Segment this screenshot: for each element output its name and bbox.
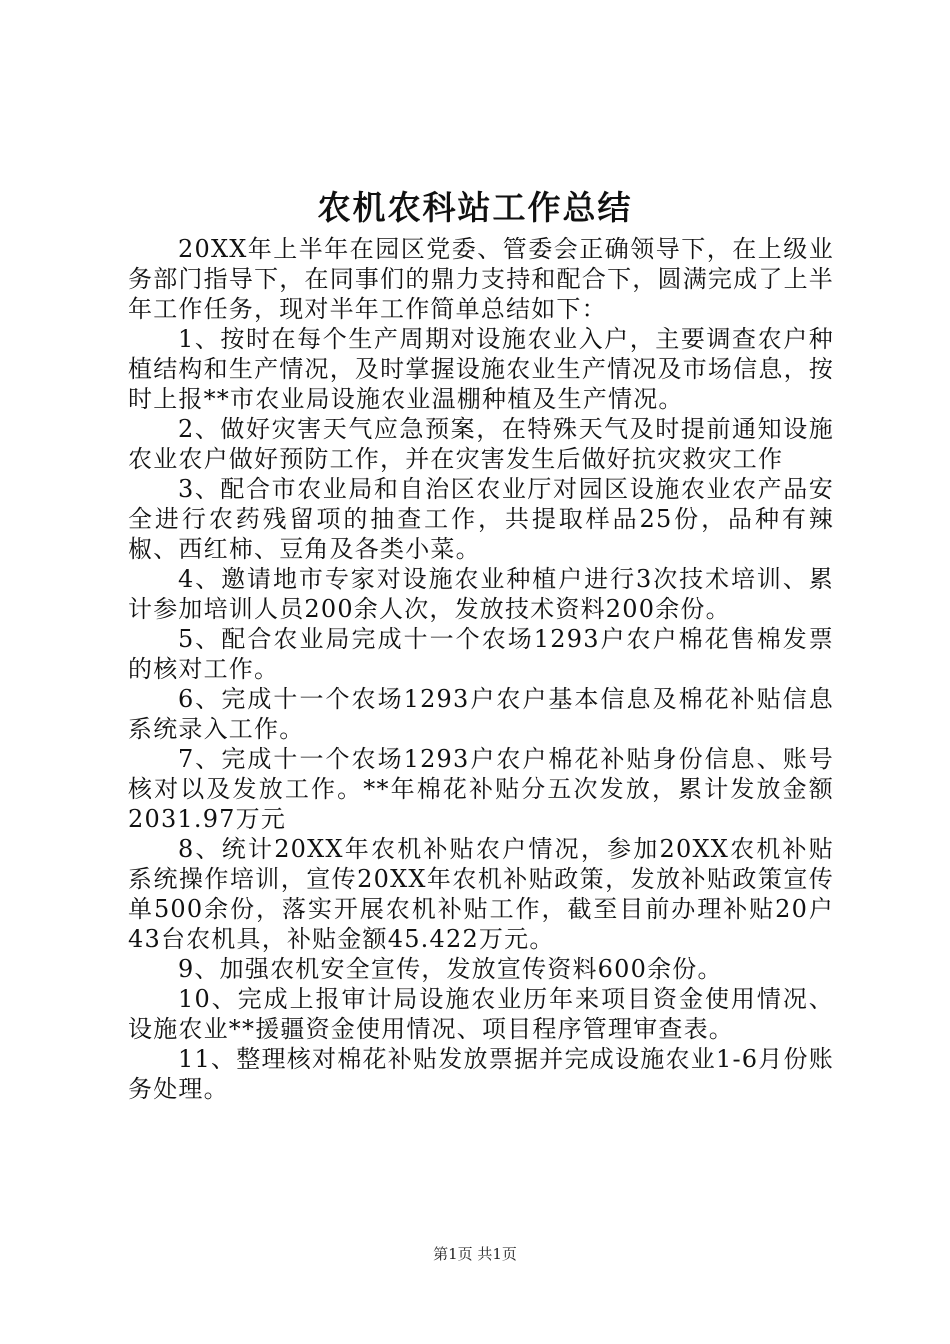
intro-paragraph: 20XX年上半年在园区党委、管委会正确领导下，在上级业务部门指导下，在同事们的鼎力支持和配合下，圆满完成了上半年工作任务，现对半年工作简单总结如下：	[128, 235, 834, 323]
page-footer: 第1页 共1页	[433, 1245, 517, 1263]
item-paragraph-7: 7、完成十一个农场1293户农户棉花补贴身份信息、账号核对以及发放工作。**年棉花补贴分五次发放，累计发放金额2031.97万元	[128, 745, 834, 833]
item-paragraph-5: 5、配合农业局完成十一个农场1293户农户棉花售棉发票的核对工作。	[128, 625, 834, 683]
item-paragraph-11: 11、整理核对棉花补贴发放票据并完成设施农业1-6月份账务处理。	[128, 1045, 834, 1103]
item-paragraph-6: 6、完成十一个农场1293户农户基本信息及棉花补贴信息系统录入工作。	[128, 685, 834, 743]
item-paragraph-8: 8、统计20XX年农机补贴农户情况，参加20XX农机补贴系统操作培训，宣传20XX年农机补贴政策，发放补贴政策宣传单500余份，落实开展农机补贴工作，截至目前办理补贴20户43台农机具，补贴金额45.422万元。	[128, 835, 834, 953]
document-body	[128, 234, 834, 1104]
item-paragraph-9: 9、加强农机安全宣传，发放宣传资料600余份。	[178, 955, 723, 983]
item-paragraph-2: 2、做好灾害天气应急预案，在特殊天气及时提前通知设施农业农户做好预防工作，并在灾害发生后做好抗灾救灾工作	[128, 415, 834, 473]
document-title: 农机农科站工作总结	[317, 188, 633, 227]
item-paragraph-4: 4、邀请地市专家对设施农业种植户进行3次技术培训、累计参加培训人员200余人次，发放技术资料200余份。	[128, 565, 834, 623]
item-paragraph-1: 1、按时在每个生产周期对设施农业入户，主要调查农户种植结构和生产情况，及时掌握设施农业生产情况及市场信息，按时上报**市农业局设施农业温棚种植及生产情况。	[128, 325, 834, 413]
item-paragraph-10: 10、完成上报审计局设施农业历年来项目资金使用情况、设施农业**援疆资金使用情况、项目程序管理审查表。	[128, 985, 834, 1043]
item-paragraph-3: 3、配合市农业局和自治区农业厅对园区设施农业农产品安全进行农药残留项的抽查工作，共提取样品25份，品种有辣椒、西红柿、豆角及各类小菜。	[128, 475, 834, 563]
